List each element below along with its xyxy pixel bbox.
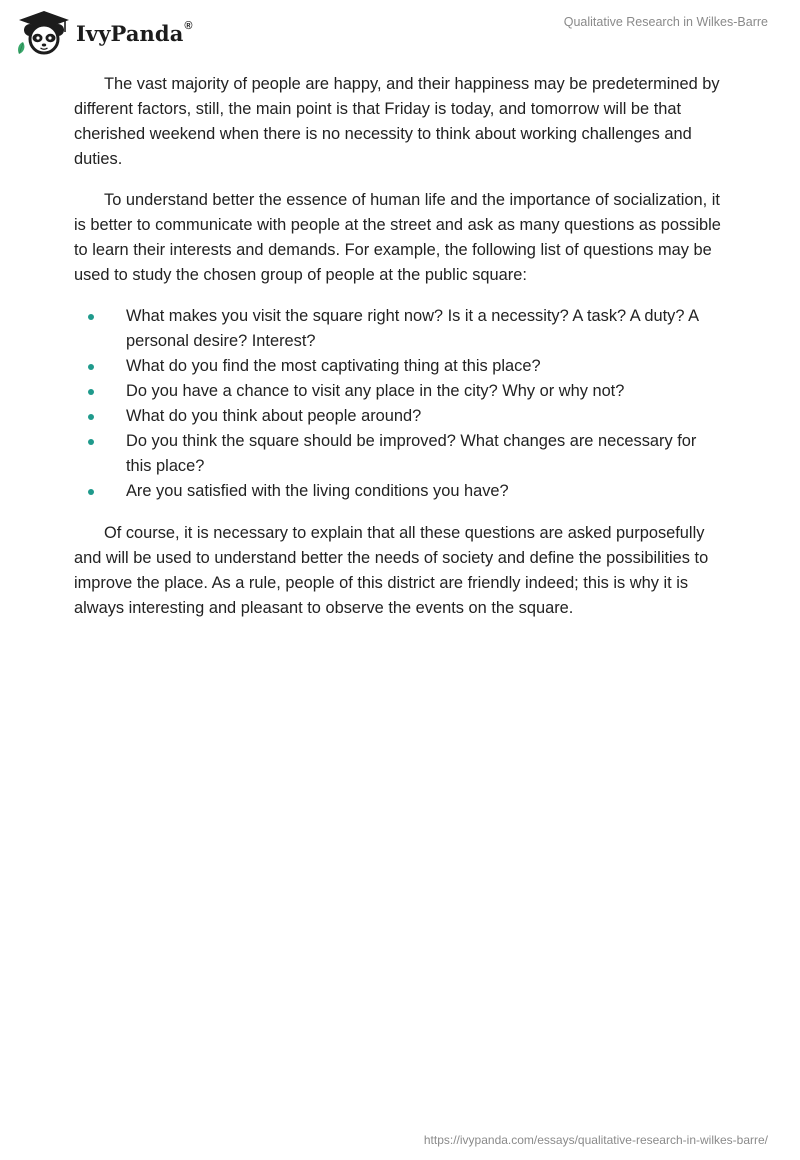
- ivypanda-logo-link[interactable]: [14, 8, 193, 56]
- question-text: What do you find the most captivating thing at this place?: [126, 357, 541, 375]
- bullet-icon: [88, 439, 94, 445]
- brand-name: [76, 21, 193, 46]
- bullet-icon: [88, 414, 94, 420]
- question-text: What do you think about people around?: [126, 407, 422, 425]
- question-text: Do you have a chance to visit any place in the city? Why or why not?: [126, 382, 625, 400]
- list-item: [74, 354, 726, 379]
- bullet-icon: [88, 489, 94, 495]
- questions-list: [74, 304, 726, 504]
- list-item: [74, 479, 726, 504]
- source-url-link[interactable]: https://ivypanda.com/essays/qualitative-research-in-wilkes-barre/: [423, 1133, 768, 1147]
- bullet-icon: [88, 314, 94, 320]
- list-item: [74, 304, 726, 354]
- question-text: Do you think the square should be improved? What changes are necessary for this place?: [126, 432, 697, 475]
- list-item: [74, 404, 726, 429]
- brand-name-text: IvyPanda: [76, 20, 184, 46]
- paragraph-conclusion: Of course, it is necessary to explain that all these questions are asked purposefully and will be used to understand better the needs of society and define the possibilities to improve the place. As a rule, people of this district are friendly indeed; this is why it is always interesting and pleasant to observe the events on the square.: [74, 524, 709, 617]
- question-text: What makes you visit the square right now? Is it a necessity? A task? A duty? A personal desire? Interest?: [126, 307, 699, 350]
- bullet-icon: [88, 364, 94, 370]
- list-item: [74, 429, 726, 479]
- registered-mark: ®: [184, 19, 193, 32]
- paragraph-socialization: To understand better the essence of human life and the importance of socialization, it is better to communicate with people at the street and ask as many questions as possible to learn their interests and demands. For example, the following list of questions may be used to study the chosen group of people at the public square:: [74, 191, 721, 284]
- question-text: Are you satisfied with the living conditions you have?: [126, 482, 509, 500]
- document-title: Qualitative Research in Wilkes-Barre: [563, 15, 768, 29]
- panda-graduate-icon: [14, 8, 74, 56]
- list-item: [74, 379, 726, 404]
- page-header: [0, 0, 800, 60]
- essay-content: [74, 72, 726, 637]
- bullet-icon: [88, 389, 94, 395]
- paragraph-happiness: The vast majority of people are happy, and their happiness may be predetermined by different factors, still, the main point is that Friday is today, and tomorrow will be that cherished weekend when there is no necessity to think about working challenges and duties.: [74, 75, 720, 168]
